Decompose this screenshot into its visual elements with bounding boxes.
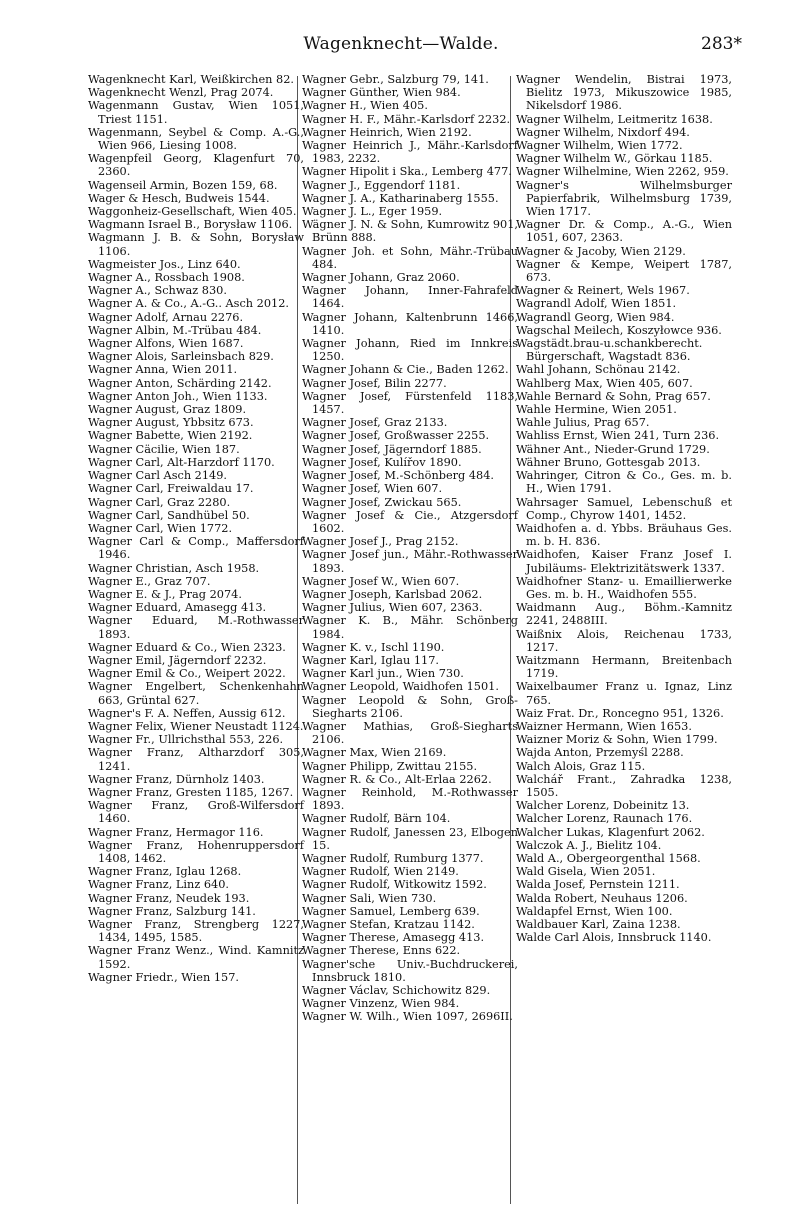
directory-entry: Wagner Rudolf, Witkowitz 1592. xyxy=(302,878,487,892)
directory-entry: Wagner Therese, Amasegg 413. xyxy=(302,931,485,945)
directory-entry: Wagner Johann, Ried im Innkreis 1250. xyxy=(302,337,518,364)
directory-entry: Wagner Franz, Linz 640. xyxy=(88,878,230,892)
directory-entry: Wagner Johann & Cie., Baden 1262. xyxy=(302,363,509,377)
directory-entry: Wagner Julius, Wien 607, 2363. xyxy=(302,601,483,615)
directory-entry: Wagner Heinrich J., Mähr.-Karlsdorf 1983, 2232. xyxy=(302,139,518,166)
directory-entry: Wagstädt.brau-u.schankberecht. Bürgerschaft, Wagstadt 836. xyxy=(516,337,703,364)
directory-entry: Walcher Lorenz, Raunach 176. xyxy=(516,812,693,826)
directory-entry: Wagner Eduard & Co., Wien 2323. xyxy=(88,640,286,654)
directory-entry: Walczok A. J., Bielitz 104. xyxy=(516,838,662,852)
directory-entry: Waißnix Alois, Reichenau 1733, 1217. xyxy=(516,627,732,654)
directory-entry: Wagner Rudolf, Bärn 104. xyxy=(302,812,451,826)
directory-entry: Wagner'sche Univ.-Buchdruckerei, Innsbruck 1810. xyxy=(302,957,518,984)
directory-entry: Wagner & Jacoby, Wien 2129. xyxy=(516,244,686,258)
directory-entry: Wagner Václav, Schichowitz 829. xyxy=(302,984,491,998)
page-header xyxy=(0,0,802,70)
directory-entry: Wagner Eduard, M.-Rothwasser 1893. xyxy=(88,614,304,641)
directory-entry: Wagner Alois, Sarleinsbach 829. xyxy=(88,350,274,364)
directory-entry: Wagner A. & Co., A.-G.. Asch 2012. xyxy=(88,297,290,311)
directory-entry: Wagner Fr., Ullrichsthal 553, 226. xyxy=(88,733,284,747)
directory-entry: Wagner Josef W., Wien 607. xyxy=(302,574,460,588)
directory-entry: Wagner August, Graz 1809. xyxy=(88,403,247,417)
directory-entry: Waidhofen a. d. Ybbs. Bräuhaus Ges. m. b. H. 836. xyxy=(516,521,732,549)
directory-entry: Wagner H., Wien 405. xyxy=(302,99,428,113)
directory-entry: Wagner A., Schwaz 830. xyxy=(88,284,227,298)
directory-entry: Wagner & Reinert, Wels 1967. xyxy=(516,284,690,298)
directory-entry: Wagner Wilhelm, Nixdorf 494. xyxy=(516,125,690,139)
directory-entry: Wagner Josef, Jägerndorf 1885. xyxy=(302,442,482,456)
directory-entry: Wagner & Kempe, Weipert 1787, 673. xyxy=(516,257,732,285)
directory-entry: Wagner Carl, Sandhübel 50. xyxy=(88,508,250,522)
directory-entry: Walcher Lukas, Klagenfurt 2062. xyxy=(516,825,705,839)
directory-entry: Wajda Anton, Przemyśl 2288. xyxy=(516,746,684,760)
directory-column-3 xyxy=(516,73,732,944)
directory-column-2 xyxy=(302,73,518,1024)
directory-entry: Wagner Felix, Wiener Neustadt 1124. xyxy=(88,719,304,733)
directory-entry: Wagner Wilhelm, Wien 1772. xyxy=(516,139,683,153)
directory-entry: Wagner Wilhelm, Leitmeritz 1638. xyxy=(516,112,713,126)
directory-entry: Wagner Anton, Schärding 2142. xyxy=(88,376,272,390)
directory-entry: Waizner Moriz & Sohn, Wien 1799. xyxy=(516,733,718,747)
directory-entry: Wagrandl Georg, Wien 984. xyxy=(516,310,675,324)
directory-entry: Walchář Frant., Zahradka 1238, 1505. xyxy=(516,772,732,799)
directory-entry: Wagner Emil & Co., Weipert 2022. xyxy=(88,667,286,681)
directory-entry: Wagner Adolf, Arnau 2276. xyxy=(88,310,244,324)
directory-entry: Wagner Leopold, Waidhofen 1501. xyxy=(302,680,499,694)
directory-entry: Wagner Josef & Cie., Atzgersdorf 1602. xyxy=(302,508,518,535)
directory-entry: Wahlberg Max, Wien 405, 607. xyxy=(516,376,693,390)
directory-entry: Wagner K. B., Mähr. Schönberg 1984. xyxy=(302,614,518,641)
directory-entry: Waggonheiz-Gesellschaft, Wien 405. xyxy=(88,205,297,219)
directory-entry: Wagner Babette, Wien 2192. xyxy=(88,429,253,443)
running-title: Wagenknecht—Walde. xyxy=(303,34,499,54)
directory-entry: Wagenmann Gustav, Wien 1051, Triest 1151. xyxy=(88,99,304,126)
directory-entry: Wagner K. v., Ischl 1190. xyxy=(302,640,445,654)
page-number: 283* xyxy=(701,34,742,54)
directory-entry: Wagenpfeil Georg, Klagenfurt 70, 2360. xyxy=(88,152,304,179)
directory-entry: Wagner Wendelin, Bistrai 1973, Bielitz 1973, Mikuszowice 1985, Nikelsdorf 1986. xyxy=(516,73,732,113)
directory-entry: Wagner Reinhold, M.-Rothwasser 1893. xyxy=(302,785,518,813)
directory-column-1 xyxy=(88,73,304,984)
directory-entry: Waidhofner Stanz- u. Emaillierwerke Ges. m. b. H., Waidhofen 555. xyxy=(516,574,732,601)
directory-entry: Waldbauer Karl, Zaina 1238. xyxy=(516,918,681,931)
directory-entry: Wagner Josef, Fürstenfeld 1183, 1457. xyxy=(302,389,518,417)
directory-entry: Wagenknecht Wenzl, Prag 2074. xyxy=(88,86,274,100)
directory-entry: Wagner Carl & Comp., Maffersdorf 1946. xyxy=(88,535,304,562)
directory-entry: Wahle Bernard & Sohn, Prag 657. xyxy=(516,389,711,403)
directory-entry: Wahle Hermine, Wien 2051. xyxy=(516,403,677,417)
directory-entry: Wagner Johann, Inner-Fahrafeld 1464. xyxy=(302,284,518,311)
directory-entry: Waixelbaumer Franz u. Ignaz, Linz 765. xyxy=(516,680,732,707)
directory-entry: Waiz Frat. Dr., Roncegno 951, 1326. xyxy=(516,706,724,720)
directory-entry: Wagner J. A., Katharinaberg 1555. xyxy=(302,191,499,205)
directory-entry: Wagner Joh. et Sohn, Mähr.-Trübau 484. xyxy=(302,244,518,271)
directory-entry: Wagner Franz, Neudek 193. xyxy=(88,891,250,905)
directory-entry: Wagmann J. B. & Sohn, Borysław 1106. xyxy=(88,231,304,258)
directory-entry: Wagner Rudolf, Rumburg 1377. xyxy=(302,851,484,865)
directory-entry: Wagner Josef J., Prag 2152. xyxy=(302,535,459,549)
directory-entry: Wald A., Obergeorgenthal 1568. xyxy=(516,851,701,865)
directory-entry: Wagner Franz, Iglau 1268. xyxy=(88,865,242,879)
directory-entry: Wagner Franz, Altharzdorf 305, 1241. xyxy=(88,746,304,773)
directory-entry: Wagner Hipolit i Ska., Lemberg 477. xyxy=(302,165,512,179)
directory-entry: Wagner Christian, Asch 1958. xyxy=(88,561,260,575)
directory-entry: Wagner R. & Co., Alt-Erlaa 2262. xyxy=(302,772,492,786)
directory-entry: Wagner H. F., Mähr.-Karlsdorf 2232. xyxy=(302,112,511,126)
directory-entry: Wagner J. L., Eger 1959. xyxy=(302,205,443,219)
directory-entry: Wagner Carl, Freiwaldau 17. xyxy=(88,482,254,496)
directory-entry: Wagner Carl, Graz 2280. xyxy=(88,495,231,509)
directory-entry: Wagner Josef jun., Mähr.-Rothwasser 1893. xyxy=(302,548,518,575)
directory-entry: Wähner Ant., Nieder-Grund 1729. xyxy=(516,442,710,456)
directory-entry: Wagner Anton Joh., Wien 1133. xyxy=(88,389,268,403)
directory-entry: Waidmann Aug., Böhm.-Kamnitz 2241, 2488III. xyxy=(516,601,732,628)
directory-entry: Wagner Emil, Jägerndorf 2232. xyxy=(88,653,267,667)
directory-entry: Wagner Franz, Gresten 1185, 1267. xyxy=(88,785,294,799)
directory-entry: Wald Gisela, Wien 2051. xyxy=(516,865,656,879)
directory-entry: Walda Robert, Neuhaus 1206. xyxy=(516,891,688,905)
directory-entry: Wagner Therese, Enns 622. xyxy=(302,944,461,958)
directory-entry: Wagner August, Ybbsitz 673. xyxy=(88,416,254,430)
directory-entry: Wagner Leopold & Sohn, Groß-Siegharts 2106. xyxy=(302,693,518,720)
directory-entry: Wagenknecht Karl, Weißkirchen 82. xyxy=(88,73,294,86)
directory-entry: Wagner Stefan, Kratzau 1142. xyxy=(302,918,475,931)
directory-entry: Wahl Johann, Schönau 2142. xyxy=(516,363,681,377)
directory-entry: Wagner Dr. & Comp., A.-G., Wien 1051, 607, 2363. xyxy=(516,218,732,245)
directory-entry: Wahle Julius, Prag 657. xyxy=(516,416,650,430)
directory-entry: Wagner Gebr., Salzburg 79, 141. xyxy=(302,73,489,86)
directory-entry: Wagner Josef, Zwickau 565. xyxy=(302,495,462,509)
directory-entry: Wagner Günther, Wien 984. xyxy=(302,86,461,100)
directory-entry: Wagner Josef, M.-Schönberg 484. xyxy=(302,469,495,483)
directory-entry: Wagenmann, Seybel & Comp. A.-G., Wien 966, Liesing 1008. xyxy=(88,125,304,153)
directory-entry: Wagner Vinzenz, Wien 984. xyxy=(302,997,460,1011)
directory-entry: Wagner Karl jun., Wien 730. xyxy=(302,667,464,681)
directory-entry: Wagner Karl, Iglau 117. xyxy=(302,653,439,667)
directory-entry: Waitzmann Hermann, Breitenbach 1719. xyxy=(516,653,732,681)
directory-entry: Wagner Rudolf, Wien 2149. xyxy=(302,865,459,879)
directory-entry: Wagner Franz, Dürnholz 1403. xyxy=(88,772,265,786)
directory-entry: Wagner Johann, Kaltenbrunn 1466, 1410. xyxy=(302,310,518,337)
directory-entry: Wagner W. Wilh., Wien 1097, 2696II. xyxy=(302,1010,513,1024)
directory-entry: Wagner Josef, Graz 2133. xyxy=(302,416,448,430)
directory-entry: Wagner Eduard, Amasegg 413. xyxy=(88,601,267,615)
directory-entry: Wagner Alfons, Wien 1687. xyxy=(88,337,244,351)
directory-entry: Wagner Heinrich, Wien 2192. xyxy=(302,125,472,139)
directory-entry: Wagner Franz, Groß-Wilfersdorf 1460. xyxy=(88,799,304,826)
directory-entry: Wagner Josef, Bilin 2277. xyxy=(302,376,447,390)
directory-entry: Wagschal Meilech, Koszyłowce 936. xyxy=(516,323,722,337)
directory-entry: Wagner E., Graz 707. xyxy=(88,574,211,588)
directory-entry: Wagner Josef, Kulířov 1890. xyxy=(302,455,462,469)
directory-entry: Wagenseil Armin, Bozen 159, 68. xyxy=(88,178,278,192)
directory-entry: Wagner's Wilhelmsburger Papierfabrik, Wilhelmsburg 1739, Wien 1717. xyxy=(516,178,732,219)
directory-entry: Wagner Franz, Salzburg 141. xyxy=(88,904,256,918)
directory-entry: Wagner Franz, Hermagor 116. xyxy=(88,825,264,839)
directory-entry: Wagmann Israel B., Borysław 1106. xyxy=(88,218,293,232)
directory-entry: Wagner Friedr., Wien 157. xyxy=(88,970,239,984)
directory-entry: Wagner's F. A. Neffen, Aussig 612. xyxy=(88,706,286,720)
directory-entry: Wagner Wilhelm W., Görkau 1185. xyxy=(516,152,713,166)
directory-entry: Wagner J., Eggendorf 1181. xyxy=(302,178,461,192)
directory-entry: Walch Alois, Graz 115. xyxy=(516,759,646,773)
directory-entry: Wagner E. & J., Prag 2074. xyxy=(88,587,242,601)
directory-entry: Wagner Josef, Wien 607. xyxy=(302,482,443,496)
directory-entry: Wagner A., Rossbach 1908. xyxy=(88,271,245,285)
directory-entry: Wagner Carl, Alt-Harzdorf 1170. xyxy=(88,455,275,469)
directory-entry: Walde Carl Alois, Innsbruck 1140. xyxy=(516,931,712,945)
directory-entry: Wahrsager Samuel, Lebenschuß et Comp., Chyrow 1401, 1452. xyxy=(516,495,732,522)
directory-entry: Waidhofen, Kaiser Franz Josef I. Jubiläums- Elektrizitätswerk 1337. xyxy=(516,548,732,575)
directory-entry: Wagner Max, Wien 2169. xyxy=(302,746,447,760)
directory-entry: Wahliss Ernst, Wien 241, Turn 236. xyxy=(516,429,720,443)
directory-entry: Wagner Sali, Wien 730. xyxy=(302,891,437,905)
directory-entry: Wagner Albin, M.-Trübau 484. xyxy=(88,323,262,337)
directory-entry: Wagner Franz, Strengberg 1227, 1434, 1495, 1585. xyxy=(88,918,304,945)
directory-entry: Wager & Hesch, Budweis 1544. xyxy=(88,191,270,205)
directory-entry: Wähner Bruno, Gottesgab 2013. xyxy=(516,455,701,469)
directory-entry: Wagner Carl, Wien 1772. xyxy=(88,521,233,535)
directory-entry: Wagner Rudolf, Janessen 23, Elbogen 15. xyxy=(302,825,518,852)
directory-entry: Wagner Wilhelmine, Wien 2262, 959. xyxy=(516,165,729,179)
directory-entry: Wagner Josef, Großwasser 2255. xyxy=(302,429,490,443)
directory-entry: Walcher Lorenz, Dobeinitz 13. xyxy=(516,799,690,813)
directory-entry: Wagner Franz Wenz., Wind. Kamnitz 1592. xyxy=(88,944,304,971)
directory-entry: Wagner Samuel, Lemberg 639. xyxy=(302,904,480,918)
directory-entry: Waldapfel Ernst, Wien 100. xyxy=(516,904,673,918)
directory-entry: Wagner Johann, Graz 2060. xyxy=(302,271,460,285)
directory-entry: Wagmeister Jos., Linz 640. xyxy=(88,257,241,271)
directory-entry: Wagner Franz, Hohenruppersdorf 1408, 1462. xyxy=(88,838,304,865)
directory-entry: Wagrandl Adolf, Wien 1851. xyxy=(516,297,677,311)
directory-entry: Wahringer, Citron & Co., Ges. m. b. H., Wien 1791. xyxy=(516,469,732,496)
directory-entry: Wagner Anna, Wien 2011. xyxy=(88,363,238,377)
directory-entry: Wagner Philipp, Zwittau 2155. xyxy=(302,759,478,773)
directory-entry: Wagner Engelbert, Schenkenhahn 663, Grüntal 627. xyxy=(88,680,304,707)
directory-entry: Walda Josef, Pernstein 1211. xyxy=(516,878,680,892)
directory-entry: Wagner Joseph, Karlsbad 2062. xyxy=(302,587,483,601)
directory-entry: Waizner Hermann, Wien 1653. xyxy=(516,719,692,733)
directory-entry: Wägner J. N. & Sohn, Kumrowitz 901, Brünn 888. xyxy=(302,218,518,245)
directory-entry: Wagner Carl Asch 2149. xyxy=(88,469,228,483)
directory-entry: Wagner Mathias, Groß-Siegharts 2106. xyxy=(302,719,518,747)
directory-entry: Wagner Cäcilie, Wien 187. xyxy=(88,442,240,456)
